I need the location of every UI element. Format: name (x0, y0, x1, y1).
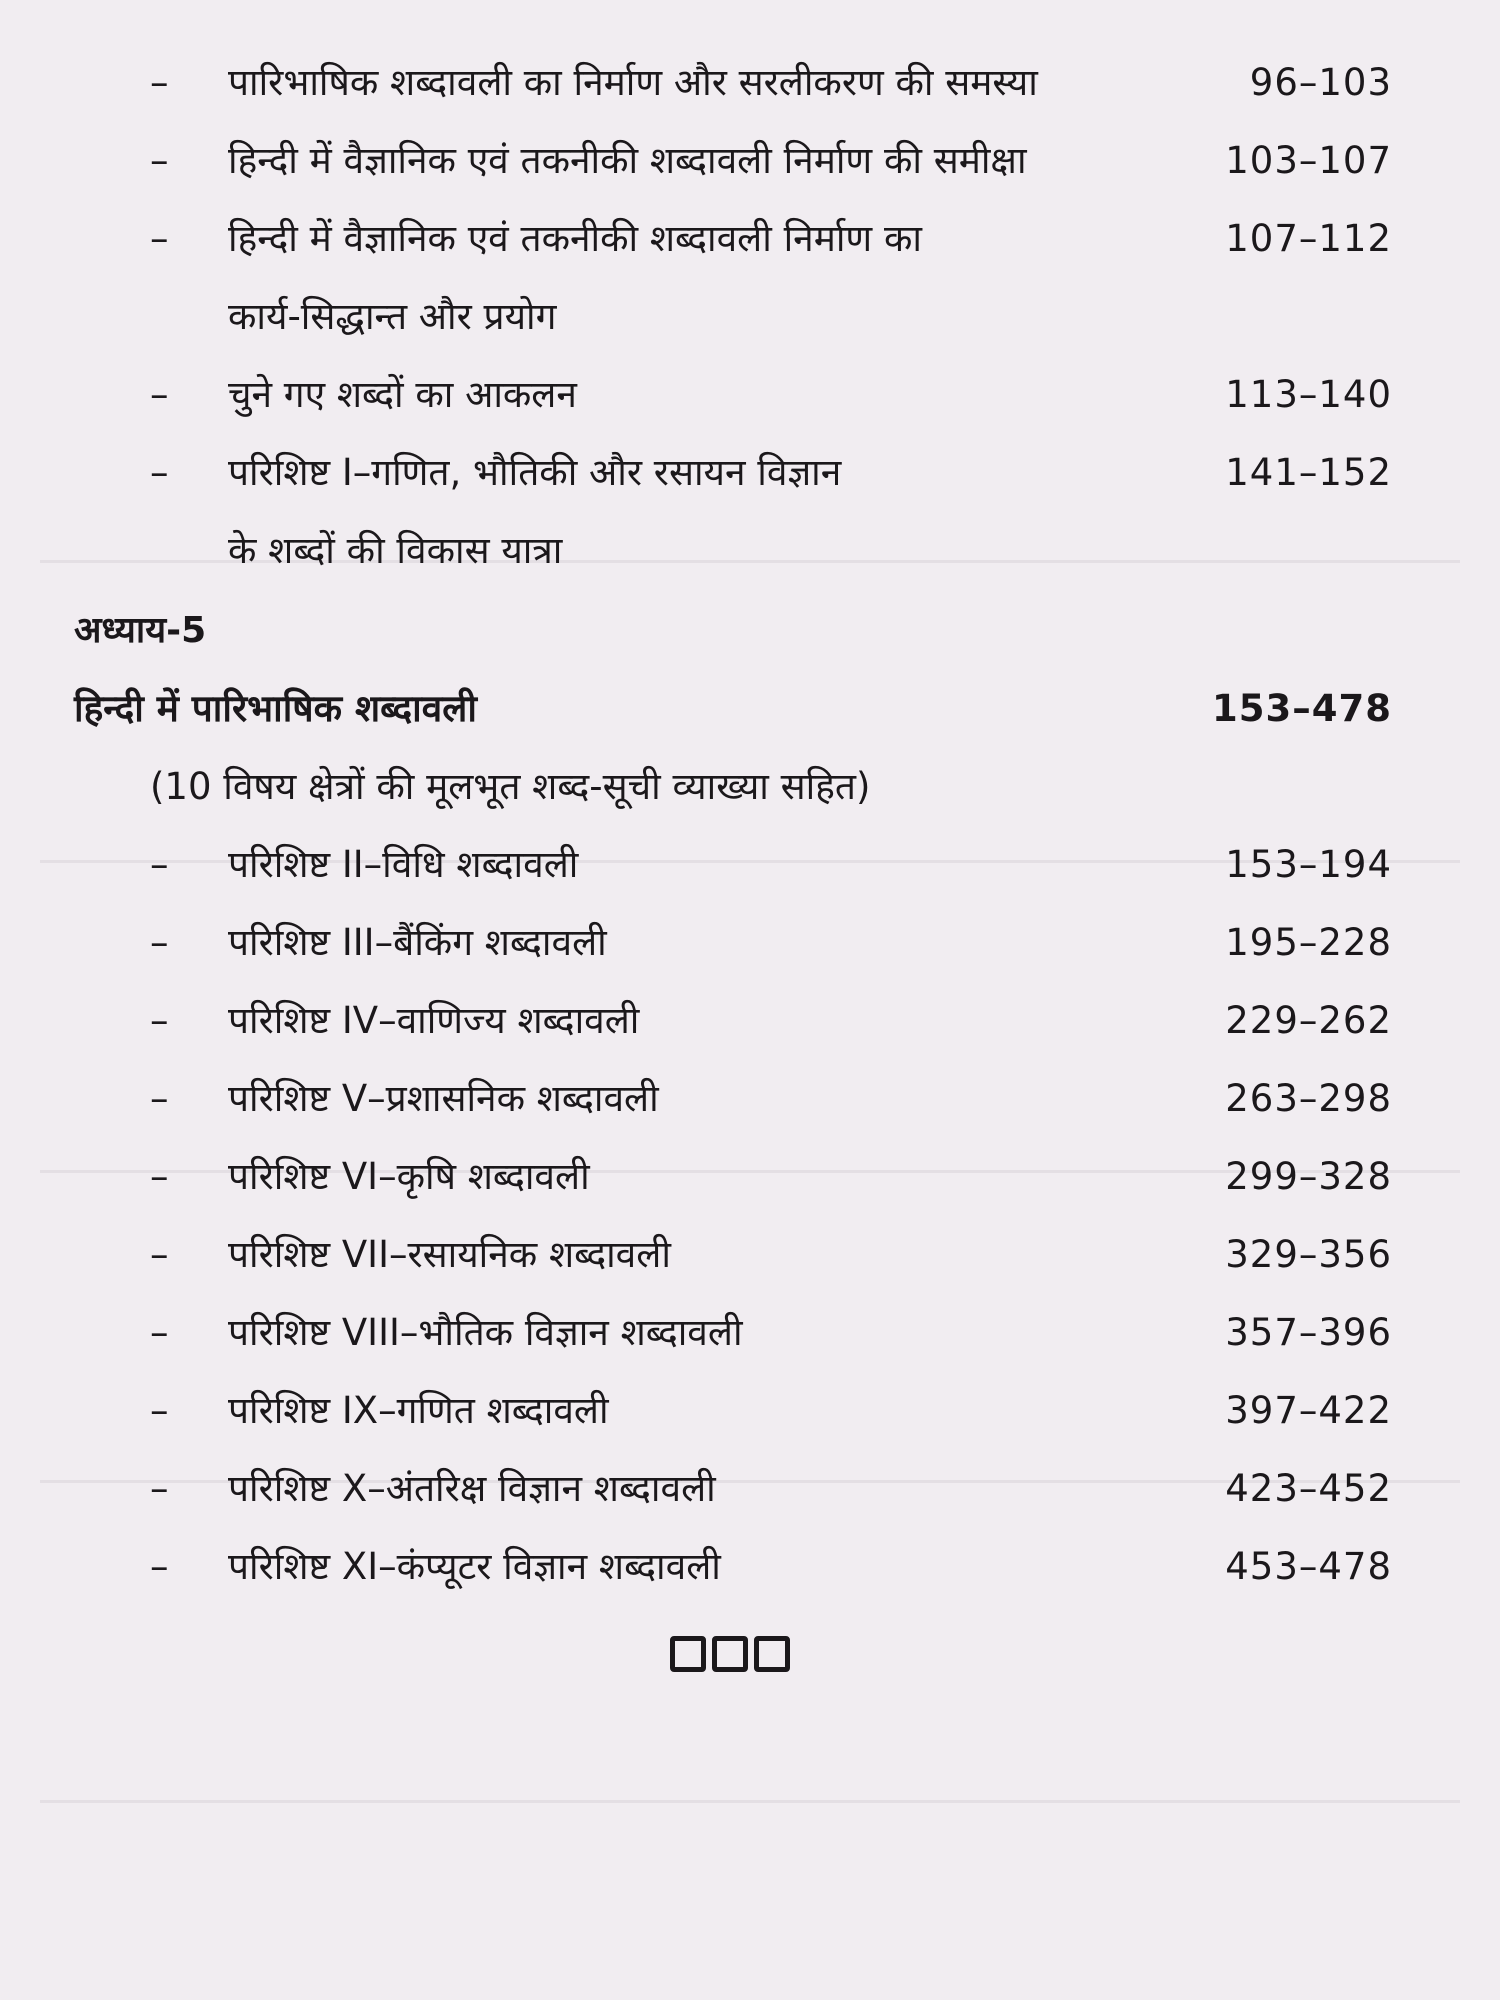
entry-pages: 263–298 (1225, 1077, 1392, 1120)
chapter-label: अध्याय-5 (74, 610, 207, 651)
entry-title: परिशिष्ट III–बैंकिंग शब्दावली (228, 921, 607, 964)
toc-entry (0, 1294, 1500, 1372)
entry-pages: 299–328 (1225, 1155, 1392, 1198)
entry-title: चुने गए शब्दों का आकलन (228, 373, 577, 416)
entry-pages: 397–422 (1225, 1389, 1392, 1432)
entry-dash: – (150, 1155, 169, 1198)
entry-pages: 113–140 (1225, 373, 1392, 416)
entry-pages: 141–152 (1225, 451, 1392, 494)
entry-dash: – (150, 843, 169, 886)
entry-title: परिशिष्ट VI–कृषि शब्दावली (228, 1155, 590, 1198)
show-through-line (40, 1800, 1460, 1803)
toc-entry (0, 1216, 1500, 1294)
toc-entry (0, 122, 1500, 200)
entry-dash: – (150, 1389, 169, 1432)
entry-title: परिशिष्ट VIII–भौतिक विज्ञान शब्दावली (228, 1311, 743, 1354)
entry-title: परिशिष्ट IV–वाणिज्य शब्दावली (228, 999, 640, 1042)
entry-dash: – (150, 1077, 169, 1120)
entry-pages: 153–194 (1225, 843, 1392, 886)
ornament-box-icon (712, 1636, 748, 1672)
entry-title: हिन्दी में वैज्ञानिक एवं तकनीकी शब्दावली निर्माण की समीक्षा (228, 139, 1027, 182)
entry-title: परिशिष्ट X–अंतरिक्ष विज्ञान शब्दावली (228, 1467, 716, 1510)
toc-entry (0, 904, 1500, 982)
toc-entry (0, 434, 1500, 512)
entry-pages: 357–396 (1225, 1311, 1392, 1354)
toc-entry (0, 1528, 1500, 1606)
toc-entry (0, 1060, 1500, 1138)
entry-pages: 229–262 (1225, 999, 1392, 1042)
ornament-box-icon (754, 1636, 790, 1672)
section-end-ornament (670, 1630, 790, 1670)
entry-pages: 329–356 (1225, 1233, 1392, 1276)
ornament-box-icon (670, 1636, 706, 1672)
entry-pages: 423–452 (1225, 1467, 1392, 1510)
entry-dash: – (150, 999, 169, 1042)
entry-dash: – (150, 217, 169, 260)
toc-entry (0, 1138, 1500, 1216)
entry-dash: – (150, 921, 169, 964)
toc-entry (0, 826, 1500, 904)
entry-dash: – (150, 1233, 169, 1276)
entry-dash: – (150, 139, 169, 182)
entry-title: हिन्दी में वैज्ञानिक एवं तकनीकी शब्दावली निर्माण का (228, 217, 922, 260)
toc-entry (0, 1372, 1500, 1450)
entry-title: परिशिष्ट V–प्रशासनिक शब्दावली (228, 1077, 659, 1120)
toc-entry (0, 1450, 1500, 1528)
entry-title: परिशिष्ट I–गणित, भौतिकी और रसायन विज्ञान (228, 451, 842, 494)
entry-title: परिशिष्ट IX–गणित शब्दावली (228, 1389, 609, 1432)
entry-dash: – (150, 1467, 169, 1510)
entry-title-continuation: कार्य-सिद्धान्त और प्रयोग (228, 295, 557, 338)
entry-title: परिशिष्ट II–विधि शब्दावली (228, 843, 579, 886)
entry-pages: 195–228 (1225, 921, 1392, 964)
entry-title-continuation: के शब्दों की विकास यात्रा (228, 529, 563, 572)
toc-entry (0, 356, 1500, 434)
entry-dash: – (150, 373, 169, 416)
chapter-heading (0, 670, 1500, 748)
entry-dash: – (150, 1311, 169, 1354)
toc-entry (0, 982, 1500, 1060)
entry-pages: 96–103 (1249, 61, 1392, 104)
toc-entry (0, 44, 1500, 122)
entry-pages: 103–107 (1225, 139, 1392, 182)
chapter-subtitle: (10 विषय क्षेत्रों की मूलभूत शब्द-सूची व्याख्या सहित) (150, 765, 871, 808)
entry-pages: 453–478 (1225, 1545, 1392, 1588)
chapter-title: हिन्दी में पारिभाषिक शब्दावली (74, 687, 477, 730)
entry-dash: – (150, 451, 169, 494)
entry-title: परिशिष्ट VII–रसायनिक शब्दावली (228, 1233, 671, 1276)
entry-dash: – (150, 1545, 169, 1588)
entry-dash: – (150, 61, 169, 104)
entry-title: परिशिष्ट XI–कंप्यूटर विज्ञान शब्दावली (228, 1545, 721, 1588)
entry-pages: 107–112 (1225, 217, 1392, 260)
entry-title: पारिभाषिक शब्दावली का निर्माण और सरलीकरण की समस्या (228, 61, 1038, 104)
chapter-pages: 153–478 (1212, 687, 1392, 730)
toc-entry (0, 200, 1500, 278)
